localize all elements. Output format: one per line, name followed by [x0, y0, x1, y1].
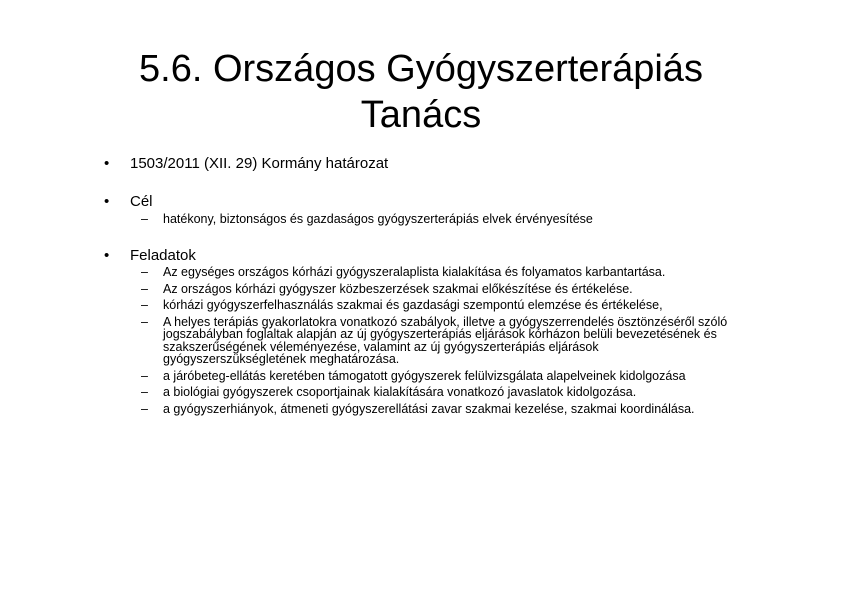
sub-bullet-list: [141, 266, 741, 419]
sub-bullet-text: a biológiai gyógyszerek csoportjainak kialakítására vonatkozó javaslatok kidolgozása.: [163, 385, 637, 399]
sub-bullet-text: kórházi gyógyszerfelhasználás szakmai és gazdasági szempontú elemzése és értékelése,: [163, 298, 663, 312]
bullet-text: Feladatok: [130, 247, 196, 264]
sub-bullet-item: [141, 266, 741, 279]
bullet-dot: •: [104, 193, 110, 210]
bullet-text: Cél: [130, 193, 153, 210]
sub-bullet-text: Az egységes országos kórházi gyógyszeralaplista kialakítása és folyamatos karbantartása.: [163, 265, 666, 279]
sub-bullet-list: [141, 213, 741, 230]
bullet-dot: •: [104, 247, 110, 264]
slide-title-line-2: Tanács: [360, 94, 482, 136]
sub-bullet-item: [141, 299, 741, 312]
bullet-item: [104, 193, 153, 211]
slide-title-line-1: 5.6. Országos Gyógyszerterápiás: [139, 48, 703, 90]
sub-bullet-item: [141, 386, 741, 399]
sub-bullet-text: a járóbeteg-ellátás keretében támogatott gyógyszerek felülvizsgálata alapelveinek kidolgozása: [163, 368, 686, 383]
dash-marker: –: [141, 281, 148, 296]
dash-marker: –: [141, 298, 148, 312]
dash-marker: –: [141, 212, 148, 226]
sub-bullet-item: [141, 213, 741, 226]
sub-bullet-text: a gyógyszerhiányok, átmeneti gyógyszerellátási zavar szakmai kezelése, szakmai koordinálása.: [163, 401, 695, 416]
sub-bullet-item: [141, 316, 741, 366]
bullet-dot: •: [104, 155, 110, 172]
bullet-text: 1503/2011 (XII. 29) Kormány határozat: [130, 155, 389, 172]
slide-title: [60, 46, 782, 138]
dash-marker: –: [141, 368, 148, 383]
dash-marker: –: [141, 314, 148, 329]
sub-bullet-text: hatékony, biztonságos és gazdaságos gyógyszerterápiás elvek érvényesítése: [163, 212, 593, 226]
dash-marker: –: [141, 401, 148, 416]
dash-marker: –: [141, 265, 148, 279]
sub-bullet-item: [141, 370, 741, 383]
sub-bullet-item: [141, 403, 741, 416]
bullet-item: [104, 247, 196, 265]
sub-bullet-text: A helyes terápiás gyakorlatokra vonatkozó szabályok, illetve a gyógyszerrendelés ösztönzéséről szóló jogszabályban foglaltak alapján az új gyógyszerterápiás eljárások kórházon belüli bevezetésének és szakszerűségének véleményezése, valamint az új gyógyszerterápiás eljárások gyógyszerszükségletének meghatározása.: [163, 314, 728, 366]
bullet-item: [104, 155, 388, 173]
dash-marker: –: [141, 385, 148, 399]
sub-bullet-text: Az országos kórházi gyógyszer közbeszerzések szakmai előkészítése és értékelése.: [163, 281, 633, 296]
sub-bullet-item: [141, 283, 741, 296]
